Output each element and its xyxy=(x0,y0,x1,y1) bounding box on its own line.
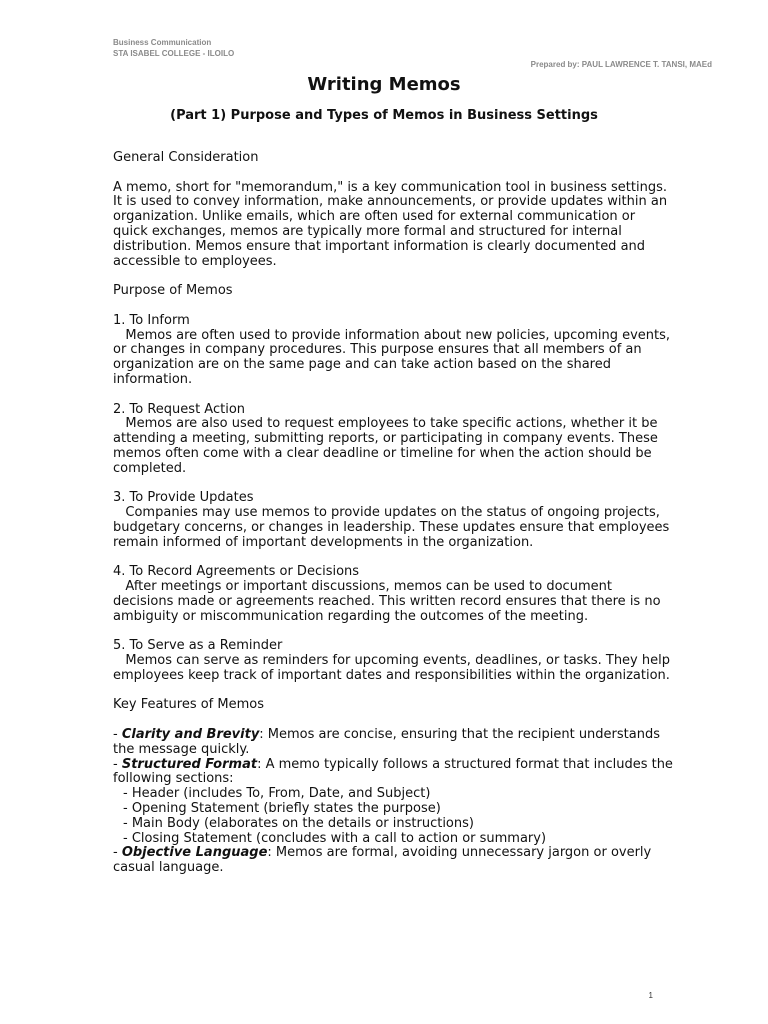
purpose-item-title: 2. To Request Action xyxy=(113,401,246,417)
feature-item: - Structured Format: A memo typically follows a structured format that includes the following sections: xyxy=(113,756,673,787)
document-body xyxy=(113,151,673,876)
feature-term: Objective Language xyxy=(121,845,268,861)
feature-term: Clarity and Brevity xyxy=(121,727,260,743)
purpose-item-title: 5. To Serve as a Reminder xyxy=(113,638,283,654)
feature-item: - Clarity and Brevity: Memos are concise, ensuring that the recipient understands the message quickly. xyxy=(113,727,660,757)
page-number: 1 xyxy=(648,991,653,1000)
feature-term: Structured Format xyxy=(121,756,258,772)
purpose-item xyxy=(113,565,673,624)
purpose-item xyxy=(113,403,673,477)
feature-subitem: - Header (includes To, From, Date, and Subject) xyxy=(123,786,431,802)
purpose-item-text: Memos are also used to request employees to take specific actions, whether it be attending a meeting, submitting reports, or participating in company events. These memos often come with a clear deadline or timeline for when the action should be completed. xyxy=(113,416,658,476)
course-label: Business Communication xyxy=(113,38,212,47)
general-heading: General Consideration xyxy=(113,150,259,165)
feature-text: : A memo typically follows a structured format that includes the following sections: xyxy=(113,756,673,787)
feature-text: : Memos are formal, avoiding unnecessary jargon or overly casual language. xyxy=(113,845,652,876)
feature-item: - Objective Language: Memos are formal, avoiding unnecessary jargon or overly casual language. xyxy=(113,845,652,876)
purpose-heading: Purpose of Memos xyxy=(113,283,233,299)
purpose-item-title: 1. To Inform xyxy=(113,312,190,328)
purpose-item-title: 4. To Record Agreements or Decisions xyxy=(113,564,360,580)
purpose-item xyxy=(113,491,673,550)
purpose-item-text: Memos can serve as reminders for upcoming events, deadlines, or tasks. They help employees keep track of important dates and responsibilities within the organization. xyxy=(113,653,670,683)
document-title: Writing Memos xyxy=(307,74,461,95)
document-subtitle: (Part 1) Purpose and Types of Memos in Business Settings xyxy=(170,108,598,123)
prepared-by-label: Prepared by: PAUL LAWRENCE T. TANSI, MAEd xyxy=(530,60,712,69)
purpose-item xyxy=(113,314,673,388)
general-paragraph: A memo, short for "memorandum," is a key communication tool in business settings. It is used to convey information, make announcements, or provide updates within an organization. Unlike emails, which are often used for external communication or quick exchanges, memos are typically more formal and structured for internal distribution. Memos ensure that important information is clearly documented and accessible to employees. xyxy=(113,179,668,269)
purpose-item-text: After meetings or important discussions, memos can be used to document decisions made or agreements reached. This written record ensures that there is no ambiguity or miscommunication regarding the outcomes of the meeting. xyxy=(113,579,661,624)
purpose-item-text: Memos are often used to provide information about new policies, upcoming events, or changes in company procedures. This purpose ensures that all members of an organization are on the same page and can take action based on the shared information. xyxy=(113,327,671,387)
school-label: STA ISABEL COLLEGE - ILOILO xyxy=(113,49,235,58)
feature-subitem: - Opening Statement (briefly states the purpose) xyxy=(123,801,441,817)
feature-subitem: - Main Body (elaborates on the details or instructions) xyxy=(123,815,474,831)
purpose-item-text: Companies may use memos to provide updates on the status of ongoing projects, budgetary concerns, or changes in leadership. These updates ensure that employees remain informed of important developments in the organization. xyxy=(113,505,670,550)
features-heading: Key Features of Memos xyxy=(113,697,264,713)
feature-text: : Memos are concise, ensuring that the recipient understands the message quickly. xyxy=(113,727,660,757)
purpose-item xyxy=(113,639,673,683)
purpose-item-title: 3. To Provide Updates xyxy=(113,490,254,506)
feature-subitem: - Closing Statement (concludes with a call to action or summary) xyxy=(123,830,547,846)
